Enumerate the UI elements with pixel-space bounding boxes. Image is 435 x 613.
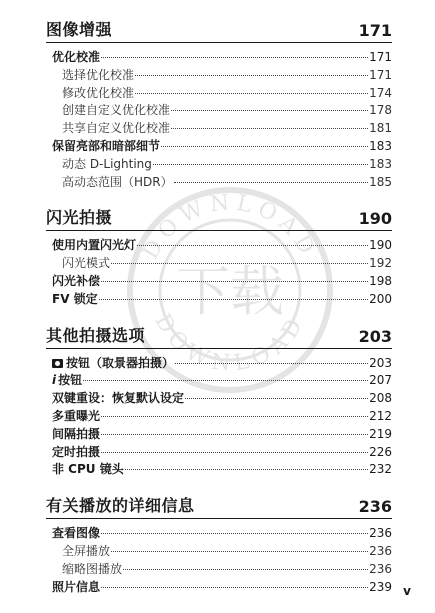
toc-entry-page: 174: [369, 85, 392, 100]
toc-entry[interactable]: [46, 408, 392, 426]
toc-entry-title: [52, 355, 174, 373]
toc-entry[interactable]: [46, 525, 392, 543]
toc-entry-page: 226: [369, 444, 392, 459]
toc-entry-text: 全屏播放: [62, 543, 111, 558]
toc-entry-title: [62, 174, 173, 192]
toc-entry-page: 171: [369, 50, 392, 64]
section-page-number: 171: [358, 21, 392, 40]
toc-entry[interactable]: [46, 102, 392, 120]
dot-leader: [101, 434, 368, 435]
toc-entry[interactable]: [46, 174, 392, 192]
section-entries: [46, 349, 392, 494]
toc-entry[interactable]: [46, 49, 392, 67]
dot-leader: [161, 146, 368, 147]
toc-entry-title: [52, 444, 100, 462]
toc-entry-page: 236: [369, 543, 392, 558]
toc-entry-page: 178: [369, 103, 392, 118]
toc-entry-title: [62, 156, 152, 174]
dot-leader: [171, 128, 368, 129]
section-title: 闪光拍摄: [46, 208, 113, 228]
toc-entry[interactable]: [46, 291, 392, 309]
section-page-number: 203: [358, 326, 392, 346]
toc-entry-page: 236: [369, 526, 392, 541]
toc-entry-page: 236: [369, 561, 392, 576]
toc-entry-text: 选择优化校准: [62, 67, 135, 82]
toc-entry-text: 使用内置闪光灯: [52, 238, 137, 253]
dot-leader: [171, 110, 368, 111]
toc-entry-title: [62, 561, 122, 579]
toc-entry-title: [52, 49, 100, 67]
toc-entry-title: [52, 273, 100, 291]
toc-entry-page: 171: [369, 67, 392, 82]
dot-leader: [135, 93, 368, 94]
toc-entry-page: 203: [369, 355, 392, 370]
toc-entry-page: 183: [369, 156, 392, 171]
toc-entry-text: 共享自定义优化校准: [62, 121, 171, 136]
toc-entry-title: [62, 543, 110, 561]
section-header[interactable]: [46, 17, 392, 43]
dot-leader: [101, 452, 368, 453]
toc-entry-text: 查看图像: [52, 526, 101, 541]
dot-leader: [175, 363, 368, 364]
toc-entry-title: [62, 85, 134, 103]
toc-entry-text: 闪光模式: [62, 256, 111, 271]
toc-entry-title: [52, 138, 160, 156]
section-title: 有关播放的详细信息: [46, 496, 195, 516]
toc-entry-title: [52, 579, 100, 597]
toc-entry-text: 非 CPU 镜头: [52, 462, 124, 477]
toc-entry[interactable]: [46, 67, 392, 85]
toc-entry-text: 按钮（取景器拍摄）: [66, 355, 175, 370]
toc-entry-title: [52, 390, 184, 408]
section-entries: [46, 519, 392, 610]
dot-leader: [101, 587, 368, 588]
toc-entry[interactable]: [46, 120, 392, 138]
toc-entry-title: [62, 255, 110, 273]
toc-entry[interactable]: [46, 273, 392, 291]
toc-entry[interactable]: [46, 543, 392, 561]
section-title: 图像增强: [46, 20, 113, 39]
toc-entry-page: 212: [369, 408, 392, 423]
watermark-bottom-text: DOWNLOAD: [149, 309, 311, 377]
section-title: 其他拍摄选项: [46, 325, 146, 345]
toc-entry[interactable]: [46, 461, 392, 479]
toc-entry-title: [52, 461, 124, 479]
dot-leader: [101, 416, 368, 417]
toc-entry-page: 232: [369, 462, 392, 477]
toc-entry-page: 198: [369, 273, 392, 288]
i-icon: i: [52, 373, 57, 388]
toc-entry-text: 创建自定义优化校准: [62, 103, 171, 118]
dot-leader: [83, 380, 368, 381]
dot-leader: [125, 469, 368, 470]
toc-entry-text: 间隔拍摄: [52, 426, 101, 441]
toc-entry-page: 181: [369, 121, 392, 136]
toc-entry[interactable]: [46, 237, 392, 255]
toc-entry-page: 239: [369, 579, 392, 594]
toc-entry-text: 高动态范围（HDR）: [62, 174, 173, 189]
section-header[interactable]: [46, 205, 392, 231]
toc-entry-title: [52, 291, 98, 309]
dot-leader: [101, 57, 368, 58]
section-header[interactable]: [46, 323, 392, 349]
toc-entry-text: 保留亮部和暗部细节: [52, 138, 161, 153]
page-folio: v: [403, 584, 411, 598]
toc-entry-text: 缩略图播放: [62, 561, 123, 576]
toc-entry[interactable]: [46, 426, 392, 444]
toc-entry-title: [62, 120, 170, 138]
toc-entry-title: [52, 408, 100, 426]
toc-entry-text: 优化校准: [52, 50, 101, 64]
dot-leader: [123, 569, 368, 570]
dot-leader: [101, 533, 368, 534]
toc-entry[interactable]: [46, 138, 392, 156]
toc-entry-page: 208: [369, 391, 392, 406]
dot-leader: [185, 398, 368, 399]
toc-entry[interactable]: [46, 255, 392, 273]
toc-entry-page: 190: [369, 238, 392, 253]
toc-entry-title: [52, 372, 82, 390]
section-page-number: 236: [358, 497, 392, 517]
toc-entry[interactable]: [46, 444, 392, 462]
toc-entry-page: 185: [369, 174, 392, 189]
toc-entry-text: 定时拍摄: [52, 444, 101, 459]
toc-entry[interactable]: [46, 355, 392, 373]
toc-entry-text: 闪光补偿: [52, 273, 101, 288]
toc-entry-text: 双键重设：恢复默认设定: [52, 391, 185, 406]
dot-leader: [101, 281, 368, 282]
section-entries: [46, 231, 392, 322]
toc-entry-text: 按钮: [58, 373, 83, 388]
toc-entry-text: 修改优化校准: [62, 85, 135, 100]
toc-entry[interactable]: [46, 579, 392, 597]
dot-leader: [174, 182, 368, 183]
toc-entry-page: 192: [369, 256, 392, 271]
dot-leader: [137, 245, 368, 246]
toc-entry-page: 200: [369, 291, 392, 306]
toc-entry[interactable]: [46, 372, 392, 390]
section-entries: [46, 43, 392, 205]
toc-entry-text: 多重曝光: [52, 408, 101, 423]
dot-leader: [135, 75, 368, 76]
toc-entry[interactable]: [46, 85, 392, 103]
table-of-contents: [46, 17, 392, 610]
toc-entry[interactable]: [46, 561, 392, 579]
watermark-top-text: DOWNLOAD: [138, 190, 322, 264]
toc-entry[interactable]: [46, 390, 392, 408]
toc-entry-text: FV 锁定: [52, 291, 98, 306]
toc-entry-title: [62, 67, 134, 85]
watermark-center-text: 下载: [176, 260, 284, 323]
toc-entry-page: 183: [369, 138, 392, 153]
toc-entry-text: 照片信息: [52, 579, 101, 594]
toc-entry-title: [62, 102, 170, 120]
toc-entry-title: [52, 237, 136, 255]
camera-icon: [52, 359, 63, 368]
toc-entry-text: 动态 D-Lighting: [62, 156, 152, 171]
dot-leader: [153, 164, 368, 165]
dot-leader: [111, 263, 368, 264]
toc-entry-title: [52, 426, 100, 444]
dot-leader: [99, 299, 368, 300]
dot-leader: [111, 551, 368, 552]
section-header[interactable]: [46, 493, 392, 519]
toc-entry-page: 219: [369, 426, 392, 441]
toc-entry-page: 207: [369, 373, 392, 388]
section-page-number: 190: [358, 209, 392, 229]
toc-entry-title: [52, 525, 100, 543]
toc-entry[interactable]: [46, 156, 392, 174]
